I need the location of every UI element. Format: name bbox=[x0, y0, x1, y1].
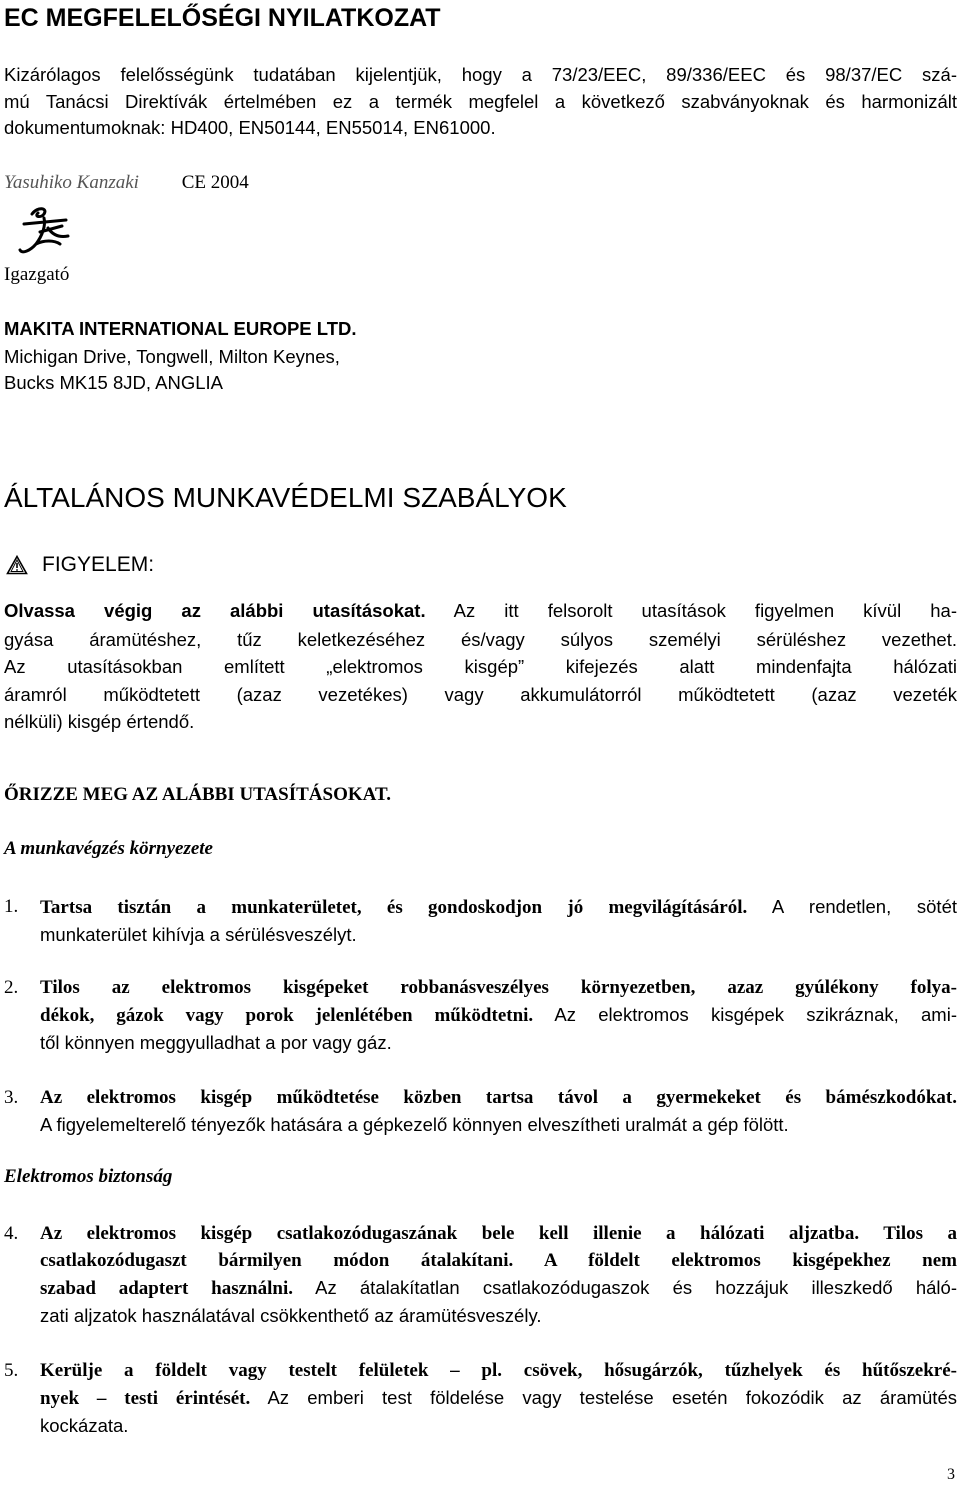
intro-line: áramról működtetett (azaz vezetékes) vagy akkumulátorról működtetett (azaz vezeték bbox=[4, 683, 957, 705]
list-item-bold: Az elektromos kisgép csatlakozódugaszának bele kell illenie a hálózati aljzatba. Tilos a bbox=[40, 1223, 957, 1244]
intro-text: Az itt felsorolt utasítások figyelmen kívül ha- bbox=[425, 600, 957, 621]
list-item-bold: Az elektromos kisgép működtetése közben tartsa távol a gyermekeket és bámészkodókat. bbox=[40, 1087, 957, 1108]
list-item bbox=[4, 893, 957, 948]
signatory-name: Yasuhiko Kanzaki bbox=[4, 172, 139, 193]
list-item-number: 4. bbox=[4, 1223, 19, 1244]
keep-instructions-heading: ŐRIZZE MEG AZ ALÁBBI UTASÍTÁSOKAT. bbox=[4, 784, 391, 805]
rules-heading: ÁLTALÁNOS MUNKAVÉDELMI SZABÁLYOK bbox=[4, 482, 567, 513]
signatory-role: Igazgató bbox=[4, 264, 70, 285]
list-item bbox=[4, 974, 957, 1056]
intro-bold: Olvassa végig az alábbi utasításokat. bbox=[4, 600, 426, 621]
warning-row bbox=[4, 553, 154, 577]
list-item-bold: dékok, gázok vagy porok jelenlétében működtetni. bbox=[40, 1005, 534, 1026]
declaration-paragraph bbox=[4, 62, 957, 142]
declaration-line: dokumentumoknak: HD400, EN50144, EN55014, EN61000. bbox=[4, 117, 496, 138]
intro-line: Az utasításokban említett „elektromos kisgép” kifejezés alatt mindenfajta hálózati bbox=[4, 656, 957, 677]
list-item-number: 2. bbox=[4, 977, 19, 998]
list-item-text: A figyelemelterelő tényezők hatására a gépkezelő könnyen elveszítheti uralmát a gép fölött. bbox=[40, 1114, 789, 1135]
intro-line: nélküli) kisgép értendő. bbox=[4, 711, 195, 732]
list-item bbox=[4, 1357, 957, 1439]
handwritten-signature bbox=[14, 204, 84, 260]
company-address-line: Bucks MK15 8JD, ANGLIA bbox=[4, 372, 224, 393]
list-item-bold: Tartsa tisztán a munkaterületet, és gondoskodjon jó megvilágításáról. bbox=[40, 897, 748, 918]
list-item-number: 5. bbox=[4, 1360, 19, 1381]
warning-label: FIGYELEM: bbox=[42, 553, 155, 576]
list-item-number: 1. bbox=[4, 896, 19, 917]
list-item-text: től könnyen meggyulladhat a por vagy gáz. bbox=[40, 1032, 392, 1053]
list-item-text: Az átalakítatlan csatlakozódugaszok és hozzájuk illeszkedő háló- bbox=[293, 1277, 957, 1298]
list-item-bold: szabad adaptert használni. bbox=[40, 1278, 293, 1299]
intro-line: gyása áramütéshez, tűz keletkezéséhez és/vagy súlyos személyi sérüléshez vezethet. bbox=[4, 628, 957, 650]
warning-triangle-icon bbox=[6, 555, 28, 575]
section-heading-electrical: Elektromos biztonság bbox=[4, 1166, 173, 1187]
company-address-line: Michigan Drive, Tongwell, Milton Keynes, bbox=[4, 346, 340, 367]
list-item-text: zati aljzatok használatával csökkenthető az áramütésveszély. bbox=[40, 1305, 542, 1326]
signatory-line bbox=[4, 172, 249, 194]
intro-paragraph bbox=[4, 597, 957, 736]
list-item-number: 3. bbox=[4, 1087, 19, 1108]
page-number: 3 bbox=[947, 1466, 955, 1483]
list-item-text: A rendetlen, sötét bbox=[747, 896, 957, 917]
list-item-text: Az elektromos kisgépek szikráznak, ami- bbox=[533, 1004, 957, 1025]
list-item-bold: Kerülje a földelt vagy testelt felületek – pl. csövek, hősugárzók, tűzhelyek és hűtőszekré- bbox=[40, 1360, 957, 1381]
declaration-line: mú Tanácsi Direktívák értelmében ez a termék megfelel a következő szabványoknak és harmonizált bbox=[4, 90, 957, 112]
list-item-bold: nyek – testi érintését. bbox=[40, 1388, 251, 1409]
document-page bbox=[4, 0, 957, 1486]
section-heading-work-area: A munkavégzés környezete bbox=[4, 838, 213, 859]
ce-year: CE 2004 bbox=[181, 172, 249, 193]
list-item bbox=[4, 1084, 957, 1138]
company-name: MAKITA INTERNATIONAL EUROPE LTD. bbox=[4, 318, 357, 339]
list-item bbox=[4, 1220, 957, 1329]
list-item-text: Az emberi test földelése vagy testelése esetén fokozódik az áramütés bbox=[250, 1387, 957, 1408]
list-item-text: munkaterület kihívja a sérülésveszélyt. bbox=[40, 924, 357, 945]
list-item-text: kockázata. bbox=[40, 1415, 129, 1436]
page-title: EC MEGFELELŐSÉGI NYILATKOZAT bbox=[4, 4, 441, 32]
list-item-bold: Tilos az elektromos kisgépeket robbanásveszélyes környezetben, azaz gyúlékony folya- bbox=[40, 977, 957, 998]
list-item-bold: csatlakozódugaszt bármilyen módon átalakítani. A földelt elektromos kisgépekhez nem bbox=[40, 1250, 957, 1271]
declaration-line: Kizárólagos felelősségünk tudatában kijelentjük, hogy a 73/23/EEC, 89/336/EEC és 98/37/EC szá- bbox=[4, 64, 957, 85]
